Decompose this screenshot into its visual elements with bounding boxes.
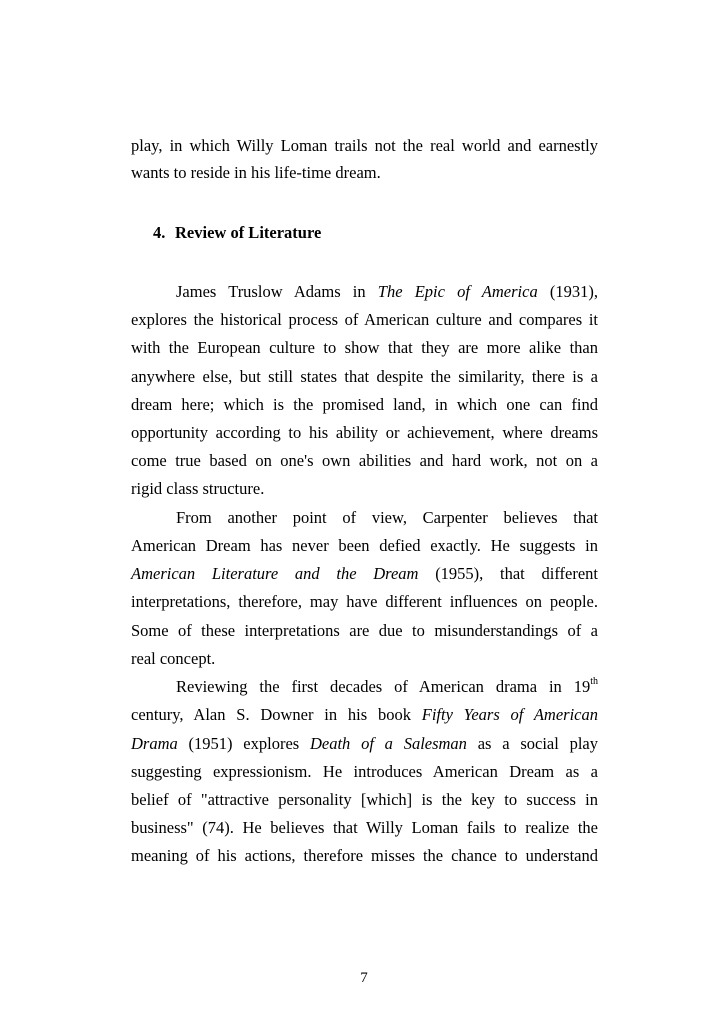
p3-line-4: suggesting expressionism. He introduces American Dream as a [131,762,598,781]
carryover-line-1: play, in which Willy Loman trails not the real world and earnestly [131,136,598,155]
p3-line-7: meaning of his actions, therefore misses the chance to understand [131,846,598,865]
carryover-line-2: wants to reside in his life-time dream. [131,163,381,182]
book-title-epic-of-america: The Epic of America [377,282,538,301]
p2-line-3: American Literature and the Dream (1955), that different [131,564,598,583]
p1-line-7: come true based on one's own abilities and hard work, not on a [131,451,598,470]
p3-line-6: business" (74). He believes that Willy Loman fails to realize the [131,818,598,837]
p3-line-1: Reviewing the first decades of American drama in 19th [176,676,598,696]
p1-line-2: explores the historical process of American culture and compares it [131,310,598,329]
section-number: 4. [153,223,166,242]
p1-line-5: dream here; which is the promised land, in which one can find [131,395,598,414]
p3-line-5: belief of "attractive personality [which] is the key to success in [131,790,598,809]
p1-line-3: with the European culture to show that they are more alike than [131,338,598,357]
ordinal-superscript: th [590,676,598,687]
page-number: 7 [360,970,368,986]
p1-line-6: opportunity according to his ability or achievement, where dreams [131,423,598,442]
section-title: Review of Literature [175,223,322,242]
p3-line-3: Drama (1951) explores Death of a Salesman as a social play [131,734,598,753]
p1-line-1: James Truslow Adams in The Epic of America (1931), [176,282,599,301]
p2-line-2: American Dream has never been defied exactly. He suggests in [131,536,598,555]
section-heading [153,223,620,243]
p1-line-8: rigid class structure. [131,479,265,498]
book-title-american-literature: American Literature and the Dream [131,564,419,583]
p2-line-6: real concept. [131,649,216,668]
p1-line-4: anywhere else, but still states that despite the similarity, there is a [131,367,598,386]
book-title-fifty-years: Fifty Years of American [421,705,599,724]
p2-line-5: Some of these interpretations are due to misunderstandings of a [131,621,598,640]
p2-line-1: From another point of view, Carpenter believes that [176,508,598,527]
p2-line-4: interpretations, therefore, may have different influences on people. [131,592,598,611]
play-title-death-of-a-salesman: Death of a Salesman [309,734,467,753]
p3-line-2: century, Alan S. Downer in his book Fifty Years of American [131,705,599,724]
